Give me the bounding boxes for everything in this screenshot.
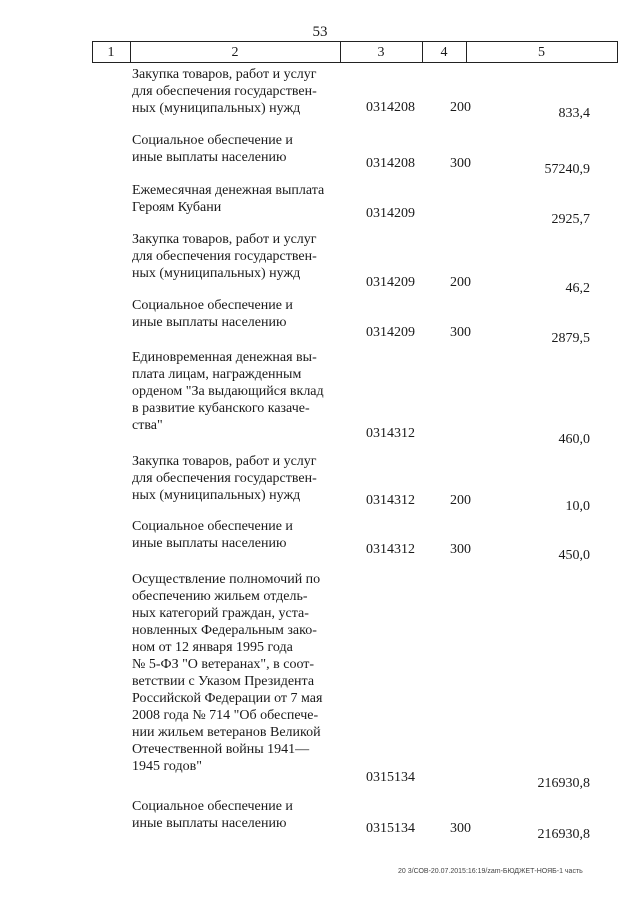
row-description	[132, 453, 338, 504]
description-line: ных (муниципальных) нужд	[132, 266, 301, 281]
amount: 460,0	[558, 432, 590, 447]
description-line: Социальное обеспечение и	[132, 799, 293, 814]
description-line: Героям Кубани	[132, 200, 222, 215]
description-line: новленных Федеральным зако-	[132, 623, 317, 638]
target-code: 0315134	[366, 770, 415, 785]
target-code: 0314209	[366, 206, 415, 221]
target-code: 0314312	[366, 426, 415, 441]
row-description	[132, 518, 338, 552]
column-header-3: 3	[377, 45, 385, 60]
row-description	[132, 132, 338, 166]
row-description	[132, 349, 338, 434]
target-code: 0314208	[366, 100, 415, 115]
description-line: ном от 12 января 1995 года	[132, 640, 293, 655]
amount: 10,0	[565, 499, 590, 514]
description-line: для обеспечения государствен-	[132, 471, 317, 486]
description-line: Осуществление полномочий по	[132, 572, 321, 587]
description-line: Закупка товаров, работ и услуг	[132, 232, 317, 247]
description-line: Единовременная денежная вы-	[132, 350, 317, 365]
description-line: 1945 годов"	[132, 759, 202, 774]
amount: 57240,9	[544, 162, 590, 177]
description-line: иные выплаты населению	[132, 315, 287, 330]
amount: 216930,8	[537, 827, 590, 842]
row-description	[132, 66, 338, 117]
description-line: Социальное обеспечение и	[132, 519, 293, 534]
column-header-2: 2	[231, 45, 239, 60]
description-line: в развитие кубанского казаче-	[132, 401, 310, 416]
description-line: нии жильем ветеранов Великой	[132, 725, 321, 740]
table-header	[92, 41, 618, 63]
target-code: 0314209	[366, 275, 415, 290]
expense-type: 300	[450, 821, 471, 836]
description-line: Российской Федерации от 7 мая	[132, 691, 323, 706]
target-code: 0314209	[366, 325, 415, 340]
column-header-1: 1	[107, 45, 115, 60]
amount: 450,0	[558, 548, 590, 563]
description-line: орденом "За выдающийся вклад	[132, 384, 324, 399]
description-line: ных (муниципальных) нужд	[132, 101, 301, 116]
description-line: иные выплаты населению	[132, 816, 287, 831]
description-line: обеспечению жильем отдель-	[132, 589, 308, 604]
description-line: Закупка товаров, работ и услуг	[132, 67, 317, 82]
row-description	[132, 182, 338, 216]
expense-type: 300	[450, 156, 471, 171]
row-description	[132, 297, 338, 331]
description-line: иные выплаты населению	[132, 150, 287, 165]
target-code: 0314312	[366, 542, 415, 557]
expense-type: 300	[450, 325, 471, 340]
description-line: Социальное обеспечение и	[132, 298, 293, 313]
expense-type: 300	[450, 542, 471, 557]
page-number: 53	[312, 24, 328, 40]
description-line: 2008 года № 714 "Об обеспече-	[132, 708, 319, 723]
target-code: 0315134	[366, 821, 415, 836]
footer-stamp: 20 3/СОВ-20.07.2015:16:19/zam-БЮДЖЕТ-НОЯБ-1 часть	[398, 868, 583, 875]
target-code: 0314208	[366, 156, 415, 171]
description-line: иные выплаты населению	[132, 536, 287, 551]
description-line: ных (муниципальных) нужд	[132, 488, 301, 503]
amount: 833,4	[558, 106, 590, 121]
description-line: для обеспечения государствен-	[132, 249, 317, 264]
description-line: Ежемесячная денежная выплата	[132, 183, 325, 198]
amount: 216930,8	[537, 776, 590, 791]
description-line: плата лицам, награжденным	[132, 367, 302, 382]
description-line: № 5-ФЗ "О ветеранах", в соот-	[132, 657, 315, 672]
row-description	[132, 798, 338, 832]
target-code: 0314312	[366, 493, 415, 508]
description-line: Отечественной войны 1941—	[132, 742, 310, 757]
row-description	[132, 231, 338, 282]
amount: 2925,7	[551, 212, 590, 227]
row-description	[132, 571, 338, 775]
description-line: ных категорий граждан, уста-	[132, 606, 309, 621]
description-line: Социальное обеспечение и	[132, 133, 293, 148]
description-line: для обеспечения государствен-	[132, 84, 317, 99]
expense-type: 200	[450, 493, 471, 508]
description-line: ветствии с Указом Президента	[132, 674, 315, 689]
amount: 46,2	[565, 281, 590, 296]
column-header-5: 5	[538, 45, 545, 60]
description-line: ства"	[132, 418, 163, 433]
column-header-4: 4	[440, 45, 448, 60]
amount: 2879,5	[551, 331, 590, 346]
expense-type: 200	[450, 100, 471, 115]
expense-type: 200	[450, 275, 471, 290]
description-line: Закупка товаров, работ и услуг	[132, 454, 317, 469]
